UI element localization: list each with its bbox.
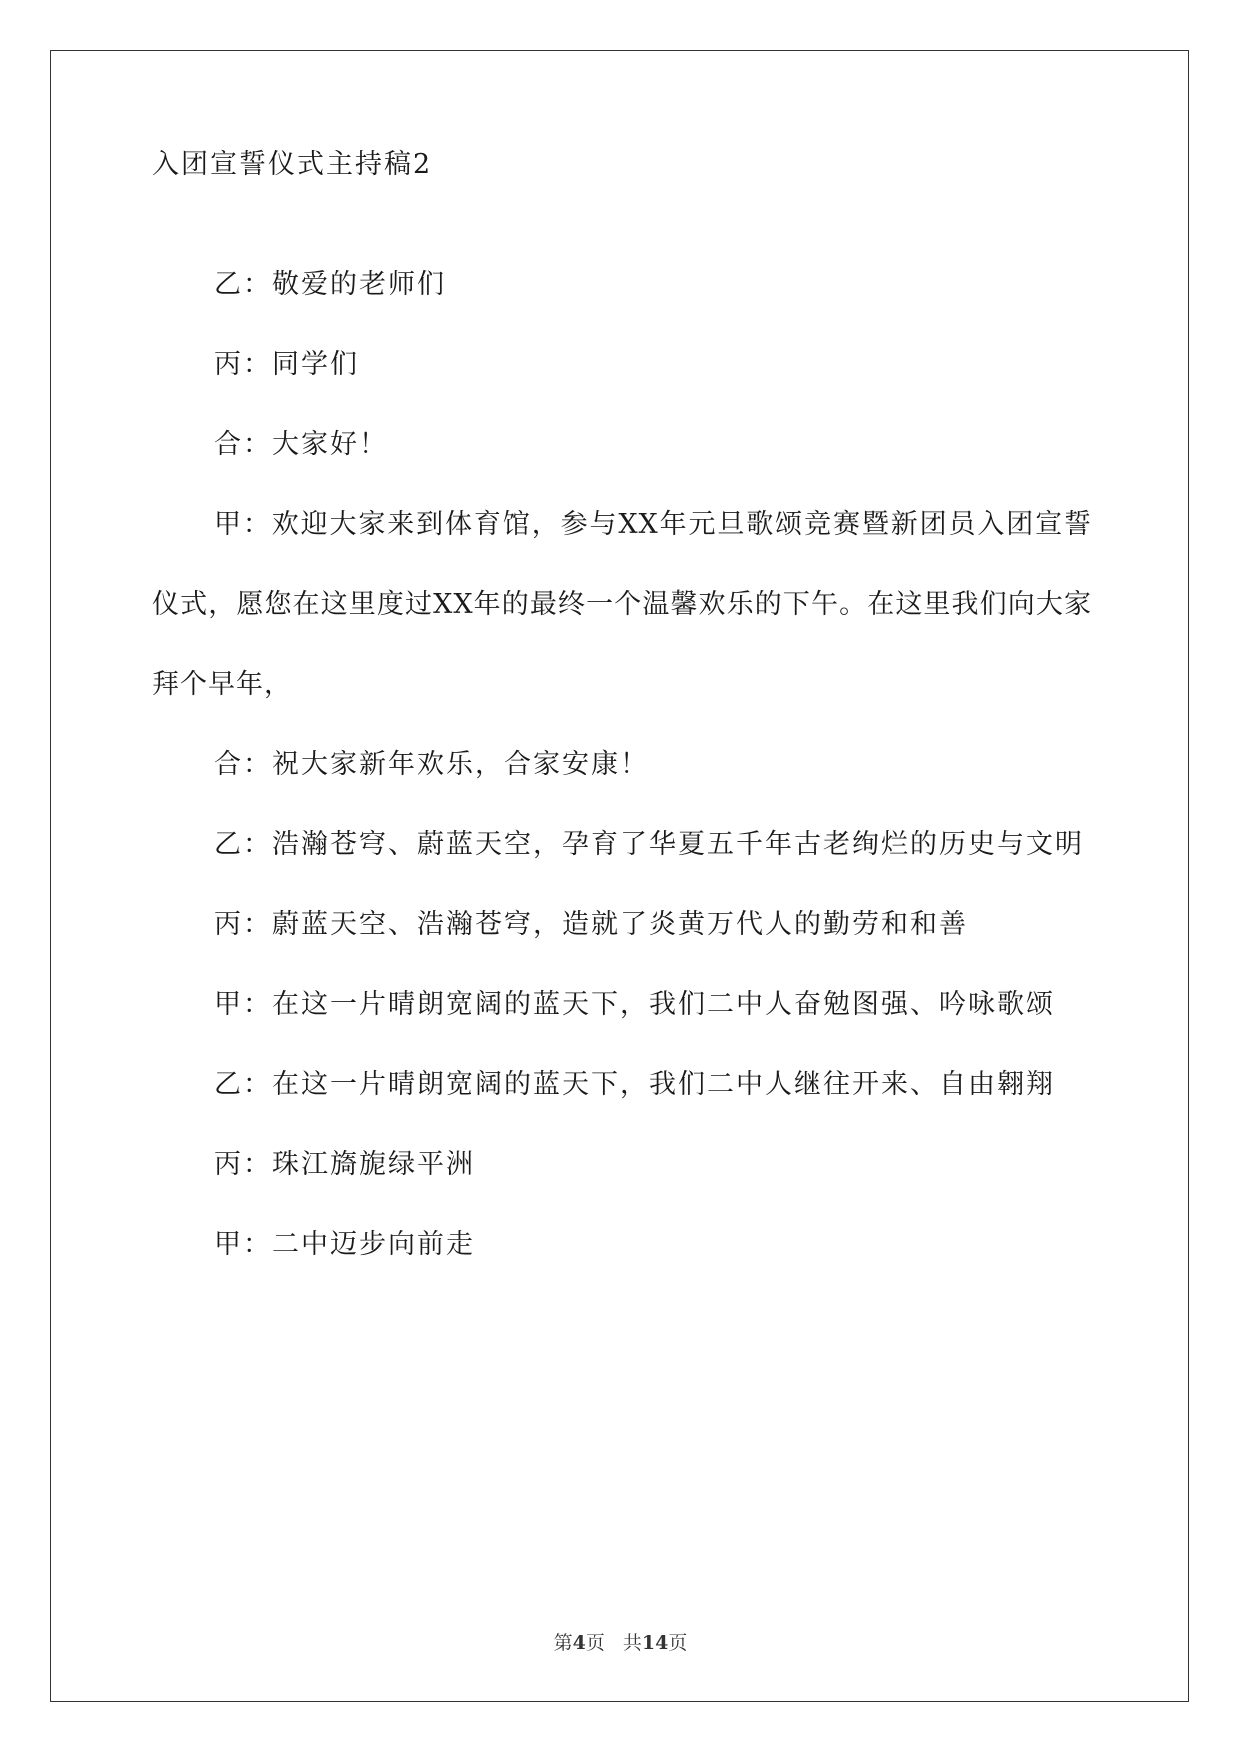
page-current: 4 xyxy=(572,1632,586,1654)
total-prefix: 共 xyxy=(622,1632,642,1654)
paragraph-9: 乙：在这一片晴朗宽阔的蓝天下，我们二中人继往开来、自由翱翔 xyxy=(214,1069,1055,1100)
paragraph-10: 丙：珠江旖旎绿平洲 xyxy=(214,1149,475,1180)
total-suffix: 页 xyxy=(668,1632,688,1654)
paragraph-6: 乙：浩瀚苍穹、蔚蓝天空，孕育了华夏五千年古老绚烂的历史与文明 xyxy=(214,829,1084,860)
paragraph-11: 甲：二中迈步向前走 xyxy=(214,1229,475,1260)
page-prefix: 第 xyxy=(553,1632,573,1654)
paragraph-1: 乙：敬爱的老师们 xyxy=(214,269,446,300)
paragraph-4: 甲：欢迎大家来到体育馆，参与XX年元旦歌颂竞赛暨新团员入团宣誓仪式，愿您在这里度过XX年的最终一个温馨欢乐的下午。在这里我们向大家拜个早年， xyxy=(152,509,1092,700)
document-body xyxy=(152,149,1092,1285)
document-title: 入团宣誓仪式主持稿2 xyxy=(152,149,433,180)
paragraph-3: 合：大家好！ xyxy=(214,429,388,460)
paragraph-5: 合：祝大家新年欢乐，合家安康！ xyxy=(214,749,649,780)
paragraph-7: 丙：蔚蓝天空、浩瀚苍穹，造就了炎黄万代人的勤劳和和善 xyxy=(214,909,968,940)
paragraph-2: 丙：同学们 xyxy=(214,349,359,380)
page-footer xyxy=(0,1628,1241,1655)
page-total: 14 xyxy=(641,1632,669,1654)
paragraph-8: 甲：在这一片晴朗宽阔的蓝天下，我们二中人奋勉图强、吟咏歌颂 xyxy=(214,989,1055,1020)
page-suffix: 页 xyxy=(585,1632,605,1654)
